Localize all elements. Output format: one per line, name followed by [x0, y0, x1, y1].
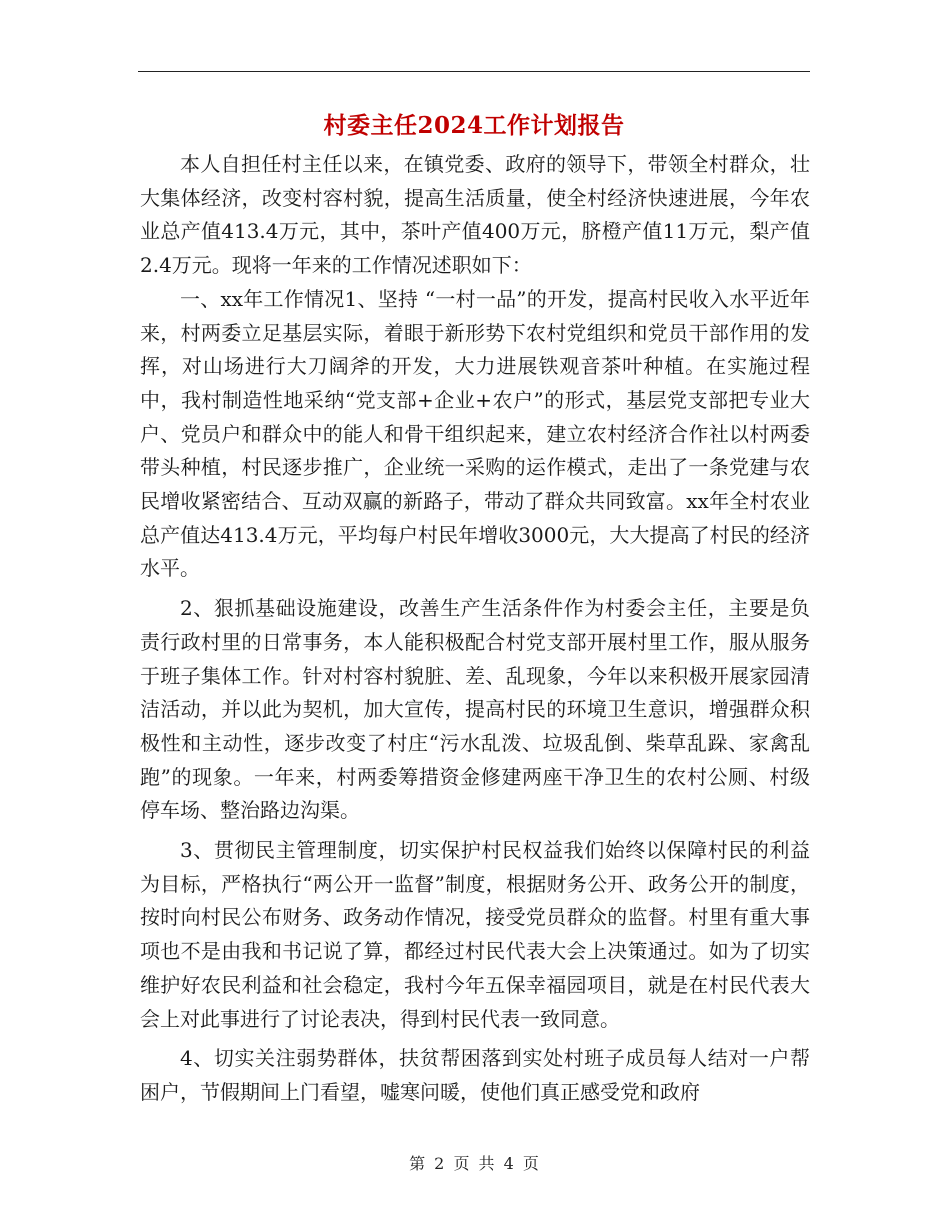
document-body: [140, 148, 810, 1110]
page-footer: 第 2 页 共 4 页: [409, 1154, 541, 1173]
paragraph-section-1: 一、xx年工作情况1、坚持 “一村一品”的开发，提高村民收入水平近年来，村两委立足基层实际，着眼于新形势下农村党组织和党员干部作用的发挥，对山场进行大刀阔斧的开发，大力进展铁观音茶叶种植。在实施过程中，我村制造性地采纳“党支部+企业+农户”的形式，基层党支部把专业大户、党员户和群众中的能人和骨干组织起来，建立农村经济合作社以村两委带头种植，村民逐步推广，企业统一采购的运作模式，走出了一条党建与农民增收紧密结合、互动双赢的新路子，带动了群众共同致富。xx年全村农业总产值达413.4万元，平均每户村民年增收3000元，大大提高了村民的经济水平。: [140, 286, 810, 581]
paragraph-intro: 本人自担任村主任以来，在镇党委、政府的领导下，带领全村群众，壮大集体经济，改变村容村貌，提高生活质量，使全村经济快速进展，今年农业总产值413.4万元，其中，茶叶产值400万元，脐橙产值11万元，梨产值2.4万元。现将一年来的工作情况述职如下：: [140, 152, 810, 278]
paragraph-section-3: 3、贯彻民主管理制度，切实保护村民权益我们始终以保障村民的利益为目标，严格执行“两公开一监督”制度，根据财务公开、政务公开的制度，按时向村民公布财务、政务动作情况，接受党员群众的监督。村里有重大事项也不是由我和书记说了算，都经过村民代表大会上决策通过。如为了切实维护好农民利益和社会稳定，我村今年五保幸福园项目，就是在村民代表大会上对此事进行了讨论表决，得到村民代表一致同意。: [140, 838, 810, 1031]
paragraph-section-4: 4、切实关注弱势群体，扶贫帮困落到实处村班子成员每人结对一户帮困户，节假期间上门看望，嘘寒问暖，使他们真正感受党和政府: [140, 1046, 810, 1104]
paragraph-section-2: 2、狠抓基础设施建设，改善生产生活条件作为村委会主任，主要是负责行政村里的日常事务，本人能积极配合村党支部开展村里工作，服从服务于班子集体工作。针对村容村貌脏、差、乱现象，今年以来积极开展家园清洁活动，并以此为契机，加大宣传，提高村民的环境卫生意识，增强群众积极性和主动性，逐步改变了村庄“污水乱泼、垃圾乱倒、柴草乱跺、家禽乱跑”的现象。一年来，村两委筹措资金修建两座干净卫生的农村公厕、村级停车场、整治路边沟渠。: [140, 596, 810, 823]
document-title: 村委主任2024工作计划报告: [323, 112, 625, 139]
header-rule: [138, 71, 810, 72]
